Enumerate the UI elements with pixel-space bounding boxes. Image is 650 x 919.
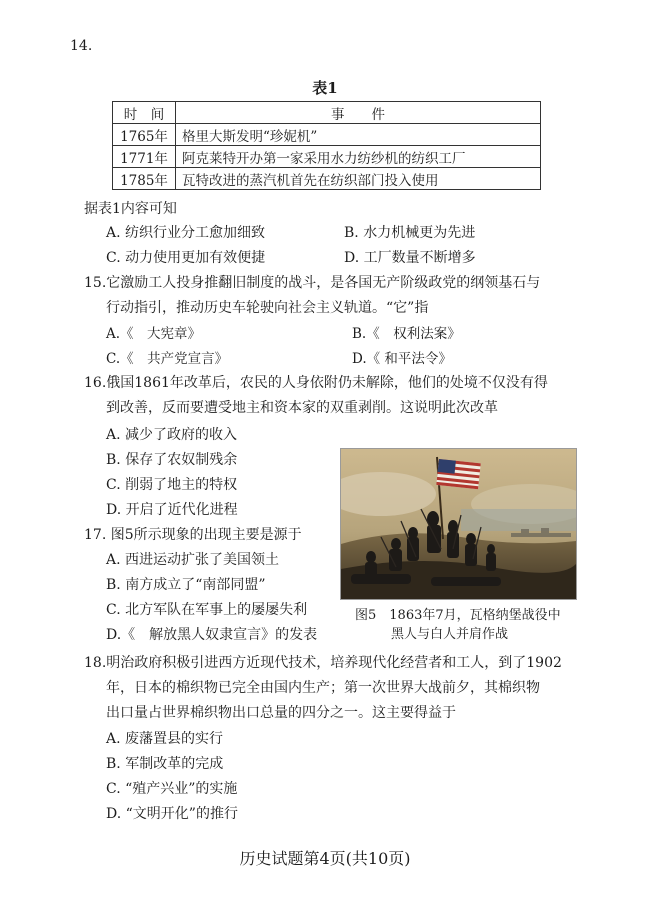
q18-option-b: B. 军制改革的完成 <box>106 756 224 772</box>
table-header-time: 时 间 <box>113 102 176 124</box>
q14-stem: 据表1内容可知 <box>84 201 177 217</box>
q16-stem-cont: 到改善，反而要遭受地主和资本家的双重剥削。这说明此次改革 <box>106 400 498 416</box>
q14-option-a: A. 纺织行业分工愈加细致 <box>106 225 266 241</box>
table-cell-event: 格里大斯发明“珍妮机” <box>176 124 541 146</box>
table-title: 表1 <box>312 79 338 97</box>
figure-caption-line2: 黑人与白人并肩作战 <box>391 627 509 642</box>
q16-option-c: C. 削弱了地主的特权 <box>106 477 238 493</box>
table-row <box>113 124 541 146</box>
figure-caption <box>355 606 585 644</box>
table-cell-event: 阿克莱特开办第一家采用水力纺纱机的纺织工厂 <box>176 146 541 168</box>
table-cell-year: 1771年 <box>113 146 176 168</box>
table-row <box>113 168 541 190</box>
q16-option-b: B. 保存了农奴制残余 <box>106 452 238 468</box>
question-number-14: 14. <box>70 38 93 54</box>
q18-option-d: D. “文明开化”的推行 <box>106 806 238 822</box>
q15-option-d: D.《 和平法令》 <box>352 351 452 367</box>
page-footer: 历史试题第4页(共10页) <box>239 849 411 868</box>
figure-caption-line1: 图5 1863年7月，瓦格纳堡战役中 <box>355 608 561 623</box>
q18-option-a: A. 废藩置县的实行 <box>106 731 224 747</box>
battle-illustration <box>340 448 577 600</box>
q18-stem-cont2: 出口量占世界棉织物出口总量的四分之一。这主要得益于 <box>106 705 456 721</box>
q17-stem: 17. 图5所示现象的出现主要是源于 <box>84 527 302 543</box>
q14-option-b: B. 水力机械更为先进 <box>344 225 476 241</box>
q15-option-b: B.《 权利法案》 <box>352 326 461 342</box>
q16-option-d: D. 开启了近代化进程 <box>106 502 238 518</box>
q16-option-a: A. 减少了政府的收入 <box>106 427 238 443</box>
q18-stem-cont: 年，日本的棉织物已完全由国内生产；第一次世界大战前夕，其棉织物 <box>106 680 540 696</box>
table-cell-event: 瓦特改进的蒸汽机首先在纺织部门投入使用 <box>176 168 541 190</box>
q15-option-a: A.《 大宪章》 <box>106 326 202 342</box>
events-table <box>112 101 541 190</box>
table-header-row <box>113 102 541 124</box>
q14-option-c: C. 动力使用更加有效便捷 <box>106 250 266 266</box>
q15-stem-cont: 行动指引，推动历史车轮驶向社会主义轨道。“它”指 <box>106 300 429 316</box>
q15-stem: 15.它激励工人投身推翻旧制度的战斗，是各国无产阶级政党的纲领基石与 <box>84 275 541 291</box>
q17-option-b: B. 南方成立了“南部同盟” <box>106 577 266 593</box>
q14-option-d: D. 工厂数量不断增多 <box>344 250 476 266</box>
q15-option-c: C.《 共产党宣言》 <box>106 351 229 367</box>
table-row <box>113 146 541 168</box>
q18-option-c: C. “殖产兴业”的实施 <box>106 781 238 797</box>
table-cell-year: 1785年 <box>113 168 176 190</box>
q17-option-c: C. 北方军队在军事上的屡屡失利 <box>106 602 308 618</box>
q18-stem: 18.明治政府积极引进西方近现代技术，培养现代化经营者和工人，到了1902 <box>84 655 562 671</box>
table-header-event: 事 件 <box>176 102 541 124</box>
q17-option-a: A. 西进运动扩张了美国领土 <box>106 552 280 568</box>
q17-option-d: D.《 解放黑人奴隶宣言》的发表 <box>106 627 318 643</box>
battle-painting-image <box>341 449 576 599</box>
table-cell-year: 1765年 <box>113 124 176 146</box>
q16-stem: 16.俄国1861年改革后，农民的人身依附仍未解除，他们的处境不仅没有得 <box>84 375 548 391</box>
